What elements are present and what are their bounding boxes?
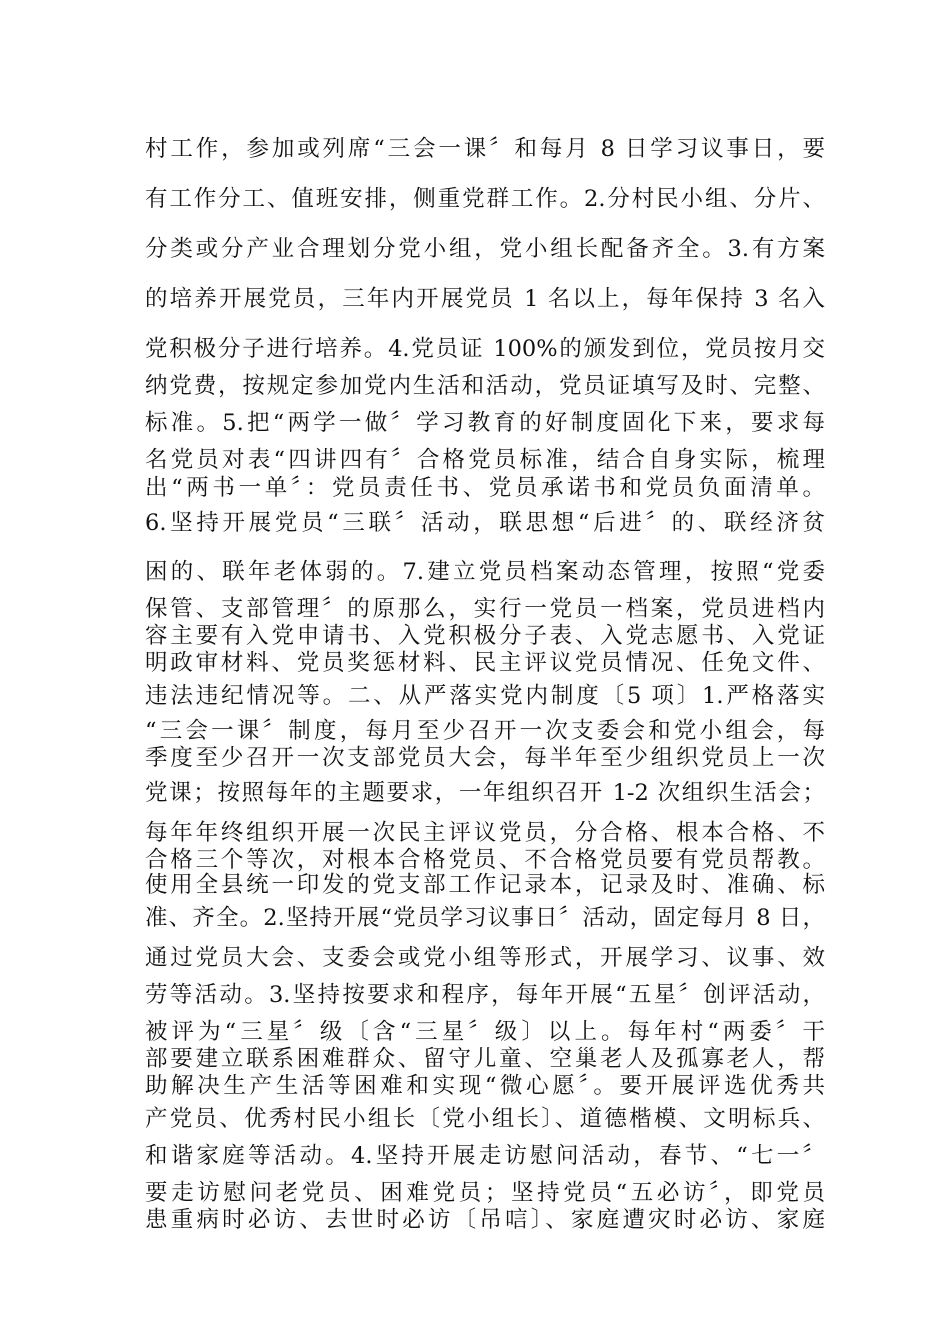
- text-line-18: 党课；按照每年的主题要求，一年组织召开 1-2 次组织生活会；: [145, 780, 825, 806]
- text-line-15: 违法违纪情况等。二、从严落实党内制度〔5 项〕1.严格落实: [145, 683, 825, 709]
- text-line-27: 助解决生产生活等困难和实现“微心愿〞。要开展评选优秀共: [145, 1073, 825, 1099]
- text-line-19: 每年年终组织开展一次民主评议党员，分合格、根本合格、不: [145, 820, 825, 846]
- text-line-11: 困的、联年老体弱的。7.建立党员档案动态管理，按照“党委: [145, 559, 825, 585]
- text-line-28: 产党员、优秀村民小组长〔党小组长〕、道德楷模、文明标兵、: [145, 1106, 825, 1132]
- text-line-14: 明政审材料、党员奖惩材料、民主评议党员情况、任免文件、: [145, 650, 825, 676]
- text-line-22: 准、齐全。2.坚持开展“党员学习议事日〞活动，固定每月 8 日，: [145, 905, 825, 931]
- text-line-5: 党积极分子进行培养。4.党员证 100%的颁发到位，党员按月交: [145, 336, 825, 362]
- text-line-9: 出“两书一单〞：党员责任书、党员承诺书和党员负面清单。: [145, 475, 825, 501]
- text-line-31: 患重病时必访、去世时必访〔吊唁〕、家庭遭灾时必访、家庭: [145, 1207, 825, 1233]
- text-line-2: 有工作分工、值班安排，侧重党群工作。2.分村民小组、分片、: [145, 186, 825, 212]
- text-line-3: 分类或分产业合理划分党小组，党小组长配备齐全。3.有方案: [145, 236, 825, 262]
- text-line-8: 名党员对表“四讲四有〞合格党员标准，结合自身实际，梳理: [145, 447, 825, 473]
- text-line-21: 使用全县统一印发的党支部工作记录本，记录及时、准确、标: [145, 872, 825, 898]
- text-line-17: 季度至少召开一次支部党员大会，每半年至少组织党员上一次: [145, 745, 825, 771]
- text-line-24: 劳等活动。3.坚持按要求和程序，每年开展“五星〞创评活动，: [145, 982, 825, 1008]
- text-line-13: 容主要有入党申请书、入党积极分子表、入党志愿书、入党证: [145, 623, 825, 649]
- text-line-20: 合格三个等次，对根本合格党员、不合格党员要有党员帮教。: [145, 847, 825, 873]
- text-line-25: 被评为“三星〞级〔含“三星〞级〕以上。每年村“两委〞干: [145, 1019, 825, 1045]
- text-line-16: “三会一课〞制度，每月至少召开一次支委会和党小组会，每: [145, 718, 825, 744]
- text-line-12: 保管、支部管理〞的原那么，实行一党员一档案，党员进档内: [145, 596, 825, 622]
- text-line-29: 和谐家庭等活动。4.坚持开展走访慰问活动，春节、“七一〞: [145, 1143, 825, 1169]
- text-line-30: 要走访慰问老党员、困难党员；坚持党员“五必访〞，即党员: [145, 1180, 825, 1206]
- text-line-6: 纳党费，按规定参加党内生活和活动，党员证填写及时、完整、: [145, 373, 825, 399]
- text-line-26: 部要建立联系困难群众、留守儿童、空巢老人及孤寡老人，帮: [145, 1046, 825, 1072]
- text-line-4: 的培养开展党员，三年内开展党员 1 名以上，每年保持 3 名入: [145, 286, 825, 312]
- text-line-10: 6.坚持开展党员“三联〞活动，联思想“后进〞的、联经济贫: [145, 510, 825, 536]
- text-line-1: 村工作，参加或列席“三会一课〞和每月 8 日学习议事日，要: [145, 136, 825, 162]
- text-line-7: 标准。5.把“两学一做〞学习教育的好制度固化下来，要求每: [145, 410, 825, 436]
- text-line-23: 通过党员大会、支委会或党小组等形式，开展学习、议事、效: [145, 945, 825, 971]
